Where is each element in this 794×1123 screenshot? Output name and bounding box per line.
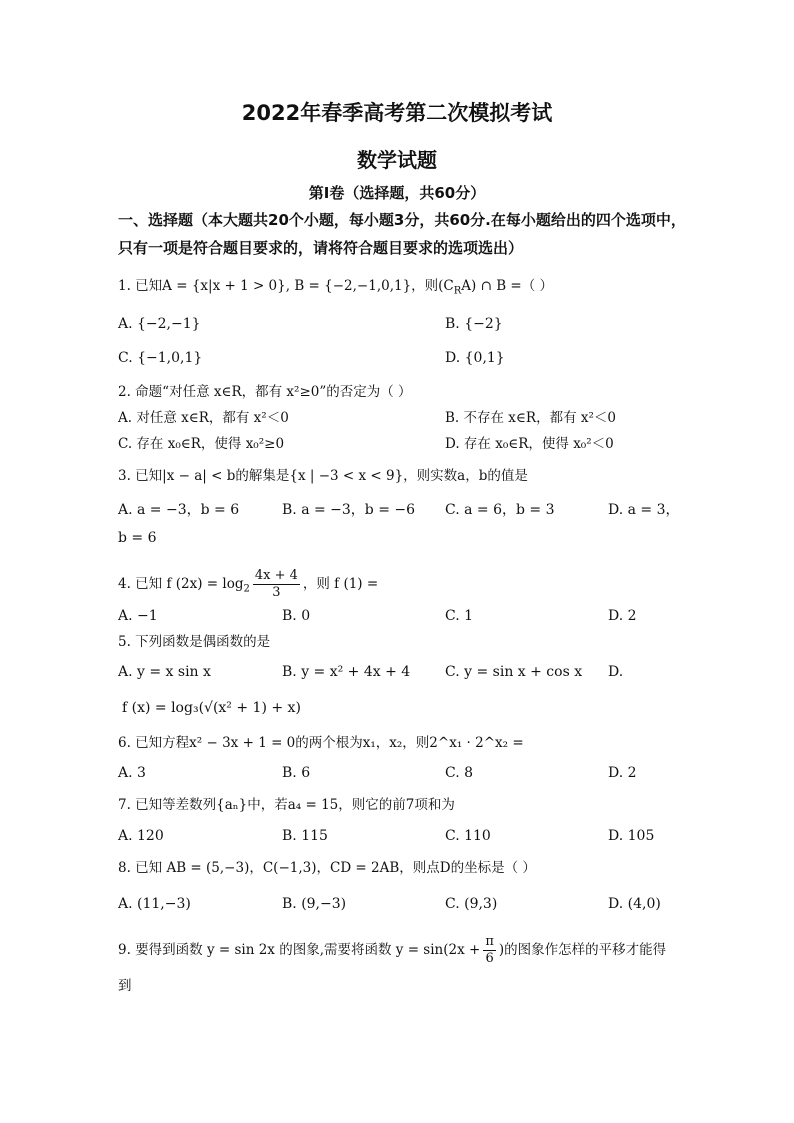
question-4-log-base: 2: [243, 583, 250, 595]
question-1-option-c[interactable]: C. {−1,0,1}: [118, 350, 203, 366]
question-4-stem-b: ，则 f (1) =: [302, 576, 379, 592]
question-7-option-a[interactable]: A. 120: [118, 828, 164, 844]
question-5-option-b[interactable]: B. y = x² + 4x + 4: [282, 664, 411, 680]
question-3-option-d[interactable]: D. a = 3，: [608, 502, 680, 518]
question-5-option-c[interactable]: C. y = sin x + cos x: [445, 664, 583, 680]
question-8-option-c[interactable]: C. (9,3): [445, 896, 498, 912]
question-6-option-a[interactable]: A. 3: [118, 765, 146, 781]
question-4-option-b[interactable]: B. 0: [282, 608, 311, 624]
question-2-option-a[interactable]: A. 对任意 x∈R，都有 x²＜0: [118, 410, 289, 426]
question-1: [118, 276, 553, 302]
question-7-option-c[interactable]: C. 110: [445, 828, 491, 844]
question-7-stem: 7. 已知等差数列{aₙ}中，若a₄ = 15，则它的前7项和为: [118, 797, 455, 813]
question-4-fraction: [253, 568, 300, 601]
question-6-option-c[interactable]: C. 8: [445, 765, 474, 781]
question-4-option-d[interactable]: D. 2: [608, 608, 637, 624]
question-1-sub: R: [453, 285, 462, 297]
question-4-frac-den: 3: [272, 585, 281, 600]
question-3-option-a[interactable]: A. a = −3，b = 6: [118, 502, 240, 518]
question-7-option-d[interactable]: D. 105: [608, 828, 655, 844]
exam-title: 2022年春季高考第二次模拟考试: [241, 101, 553, 125]
question-7-option-b[interactable]: B. 115: [282, 828, 328, 844]
question-9-frac-den: 6: [485, 951, 494, 966]
question-8-option-d[interactable]: D. (4,0): [608, 896, 661, 912]
question-4-stem-a: 4. 已知 f (2x) = log: [118, 576, 244, 592]
section-heading: 一、选择题（本大题共20个小题，每小题3分，共60分.在每小题给出的四个选项中，只有一项是符合题目要求的，请将符合题目要求的选项选出）: [118, 211, 686, 257]
question-9-stem-a: 9. 要得到函数 y = sin 2x 的图象,需要将函数 y = sin(2x +: [118, 942, 481, 958]
question-1-stem: 1. 已知A = {x|x + 1 > 0}, B = {−2,−1,0,1}，则(C: [118, 278, 454, 294]
question-8-option-b[interactable]: B. (9,−3): [282, 896, 347, 912]
question-4-option-a[interactable]: A. −1: [118, 608, 158, 624]
question-9-fraction: [483, 934, 496, 967]
question-2-option-b[interactable]: B. 不存在 x∈R，都有 x²＜0: [445, 410, 616, 426]
question-6-option-d[interactable]: D. 2: [608, 765, 637, 781]
question-5-option-d-cont: f (x) = log₃(√(x² + 1) + x): [122, 700, 301, 716]
question-3-option-d-cont: b = 6: [118, 530, 157, 546]
question-4: [118, 562, 378, 606]
question-3-stem: 3. 已知|x − a| < b的解集是{x | −3 < x < 9}，则实数a，b的值是: [118, 468, 528, 484]
question-2-stem: 2. 命题“对任意 x∈R，都有 x²≥0”的否定为（ ）: [118, 384, 412, 400]
question-1-option-d[interactable]: D. {0,1}: [445, 350, 505, 366]
question-5-stem: 5. 下列函数是偶函数的是: [118, 634, 271, 650]
question-9-stem-b: )的图象作怎样的平移才能得: [498, 942, 667, 958]
question-4-frac-num: 4x + 4: [254, 568, 298, 583]
question-9-tail: 到: [118, 978, 132, 994]
part-heading: 第Ⅰ卷（选择题，共60分）: [308, 184, 486, 202]
question-6-option-b[interactable]: B. 6: [282, 765, 311, 781]
question-1-option-a[interactable]: A. {−2,−1}: [118, 316, 201, 332]
question-6-stem: 6. 已知方程x² − 3x + 1 = 0的两个根为x₁，x₂，则2^x₁ · 2^x₂ =: [118, 735, 524, 751]
question-3-option-b[interactable]: B. a = −3，b = −6: [282, 502, 416, 518]
question-8-option-a[interactable]: A. (11,−3): [118, 896, 191, 912]
question-2-option-d[interactable]: D. 存在 x₀∈R，使得 x₀²＜0: [445, 436, 614, 452]
question-1-option-b[interactable]: B. {−2}: [445, 316, 503, 332]
question-2-option-c[interactable]: C. 存在 x₀∈R，使得 x₀²≥0: [118, 436, 285, 452]
question-5-option-d[interactable]: D.: [608, 664, 624, 680]
question-9-frac-num: π: [485, 934, 494, 949]
question-4-option-c[interactable]: C. 1: [445, 608, 474, 624]
question-5-option-a[interactable]: A. y = x sin x: [118, 664, 211, 680]
question-3-option-c[interactable]: C. a = 6，b = 3: [445, 502, 555, 518]
question-1-stem-tail: A) ∩ B =（ ）: [461, 278, 554, 294]
exam-subject: 数学试题: [357, 148, 437, 172]
question-8-stem: 8. 已知 AB = (5,−3)，C(−1,3)，CD = 2AB，则点D的坐标是（ ）: [118, 860, 536, 876]
question-9: [118, 928, 666, 972]
